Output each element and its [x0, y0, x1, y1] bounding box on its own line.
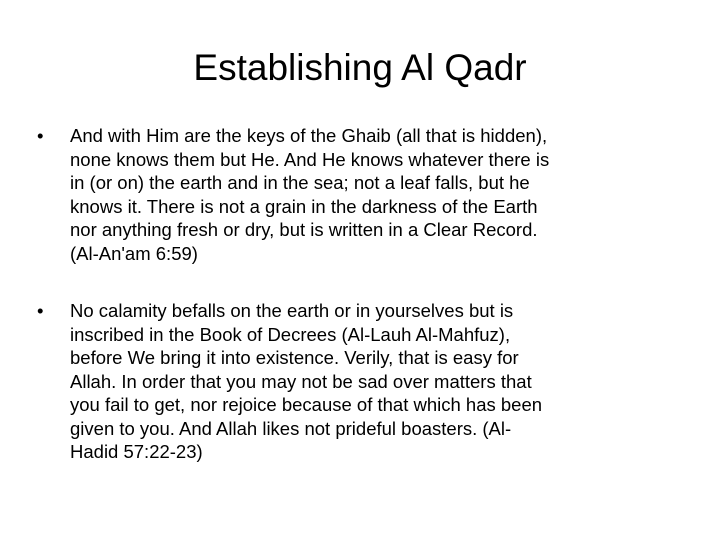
- slide-title: Establishing Al Qadr: [193, 47, 527, 88]
- bullet-item-quran-57-22-23: [36, 299, 684, 464]
- bullet-text-line: knows it. There is not a grain in the darkness of the Earth: [70, 195, 538, 217]
- bullet-text-line: No calamity befalls on the earth or in yourselves but is: [70, 300, 514, 321]
- bullet-text-line: And with Him are the keys of the Ghaib (all that is hidden),: [70, 125, 548, 146]
- bullet-text-line: in (or on) the earth and in the sea; not a leaf falls, but he: [70, 172, 530, 193]
- bullet-text-line: (Al-An'am 6:59): [70, 242, 198, 264]
- bullet-item-quran-6-59: [36, 124, 684, 265]
- bullet-icon: •: [37, 125, 44, 146]
- bullet-text-line: you fail to get, nor rejoice because of that which has been: [70, 394, 543, 415]
- bullet-text-line: inscribed in the Book of Decrees (Al-Lauh Al-Mahfuz),: [70, 323, 511, 345]
- bullet-text-line: Allah. In order that you may not be sad over matters that: [70, 370, 532, 392]
- bullet-list: [36, 124, 684, 464]
- bullet-text-line: nor anything fresh or dry, but is written in a Clear Record.: [70, 219, 538, 240]
- bullet-text-line: given to you. And Allah likes not prideful boasters. (Al-: [70, 417, 512, 439]
- bullet-text-line: none knows them but He. And He knows whatever there is: [70, 148, 550, 170]
- bullet-text-line: Hadid 57:22-23): [70, 441, 203, 462]
- bullet-text-line: before We bring it into existence. Verily, that is easy for: [70, 347, 519, 368]
- bullet-icon: •: [37, 300, 44, 321]
